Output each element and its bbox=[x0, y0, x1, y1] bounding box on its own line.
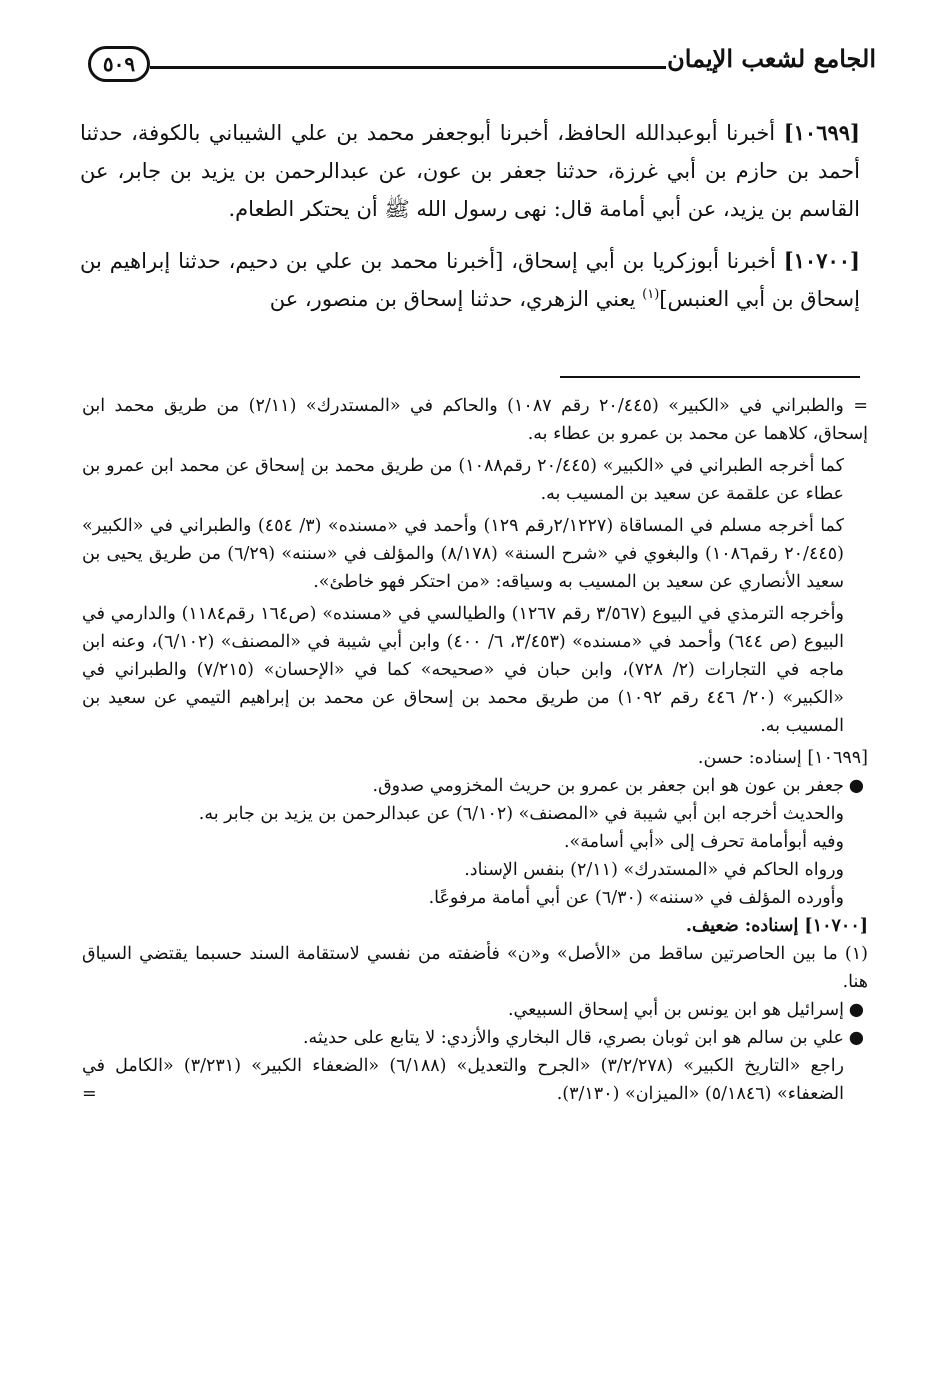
hadith-10700 bbox=[80, 242, 860, 318]
hadith-number: [١٠٧٠٠] bbox=[783, 248, 860, 273]
note-10699-line: وفيه أبوأمامة تحرف إلى «أبي أسامة». bbox=[563, 832, 844, 852]
continuation-mark: = bbox=[82, 1084, 97, 1104]
page-header bbox=[88, 40, 876, 98]
refs-text: راجع «التاريخ الكبير» (٣/٢/٢٧٨) «الجرح والتعديل» (٦/١٨٨) «الضعفاء الكبير» (٣/٢٣١) «الكامل في الضعفاء» (٥/١٨٤٦) «الميزان» (٣/١٣٠). bbox=[82, 1056, 845, 1104]
note-10699-label: [١٠٦٩٩] إسناده: حسن. bbox=[697, 748, 868, 768]
note-10699-line: ورواه الحاكم في «المستدرك» (٢/١١) بنفس الإسناد. bbox=[464, 860, 844, 880]
running-title: الجامع لشعب الإيمان bbox=[667, 44, 876, 73]
bullet-text: جعفر بن عون هو ابن جعفر بن عمرو بن حريث المخزومي صدوق. bbox=[372, 776, 844, 796]
hadith-text: أخبرنا أبوعبدالله الحافظ، أخبرنا أبوجعفر محمد بن علي الشيباني بالكوفة، حدثنا أحمد بن حازم بن أبي غرزة، حدثنا جعفر بن عون، عن عبدالرحمن بن يزيد بن جابر، عن القاسم بن يزيد، عن أبي أمامة قال: نهى رسول الله ﷺ أن يحتكر الطعام. bbox=[80, 121, 860, 221]
footnotes bbox=[82, 392, 868, 1108]
footnote-continuation-line: كما أخرجه مسلم في المساقاة (٢/١٢٢٧رقم ١٢٩) وأحمد في «مسنده» (٣/ ٤٥٤) والطبراني في «الكبير» (٢٠/٤٤٥ رقم١٠٨٦) والبغوي في «شرح السنة» (٨/١٧٨) والمؤلف في «سننه» (٦/٢٩) من طريق يحيى بن سعيد الأنصاري عن سعيد بن المسيب به وسياقه: «من احتكر فهو خاطئ». bbox=[82, 516, 844, 592]
footnote-1: (١) ما بين الحاصرتين ساقط من «الأصل» و«ن» فأضفته من نفسي لاستقامة السند حسبما يقتضي السياق هنا. bbox=[82, 944, 868, 992]
note-10699-line: والحديث أخرجه ابن أبي شيبة في «المصنف» (٦/١٠٢) عن عبدالرحمن بن يزيد بن جابر به. bbox=[198, 804, 844, 824]
footnote-1-refs bbox=[82, 1052, 868, 1108]
note-10699-bullet bbox=[82, 772, 868, 800]
footnote-1-bullet bbox=[82, 996, 868, 1024]
bullet-icon: ● bbox=[848, 1028, 864, 1048]
bullet-icon: ● bbox=[848, 1000, 864, 1020]
note-10699-line: وأورده المؤلف في «سننه» (٦/٣٠) عن أبي أمامة مرفوعًا. bbox=[428, 888, 844, 908]
page-number: ٥٠٩ bbox=[88, 46, 150, 82]
bullet-text: إسرائيل هو ابن يونس بن أبي إسحاق السبيعي. bbox=[507, 1000, 844, 1020]
hadith-number: [١٠٦٩٩] bbox=[783, 120, 860, 145]
footnote-continuation-line: وأخرجه الترمذي في البيوع (٣/٥٦٧ رقم ١٢٦٧) والطيالسي في «مسنده» (ص١٦٤ رقم١١٨٤) والدارمي في البيوع (ص ٦٤٤) وأحمد في «مسنده» (٣/٤٥٣، ٦/ ٤٠٠) وابن أبي شيبة في «المصنف» (٦/١٠٢)، وعنه ابن ماجه في التجارات (٢/ ٧٢٨)، وابن حبان في «صحيحه» كما في «الإحسان» (٧/٢١٥) والطبراني في «الكبير» (٢٠/ ٤٤٦ رقم ١٠٩٢) من طريق محمد بن إسحاق عن محمد بن إبراهيم التيمي عن سعيد بن المسيب به. bbox=[82, 604, 844, 736]
footnote-1-bullet bbox=[82, 1024, 868, 1052]
hadith-text: أخبرنا أبوزكريا بن أبي إسحاق، [أخبرنا محمد بن علي بن دحيم، حدثنا إبراهيم بن إسحاق بن أبي العنبس] bbox=[80, 249, 860, 311]
main-text bbox=[80, 114, 860, 332]
bullet-text: علي بن سالم هو ابن ثوبان بصري، قال البخاري والأزدي: لا يتابع على حديثه. bbox=[302, 1028, 844, 1048]
footnote-continuation-line: كما أخرجه الطبراني في «الكبير» (٢٠/٤٤٥ رقم١٠٨٨) من طريق محمد بن إسحاق عن محمد ابن عمرو بن عطاء عن علقمة عن سعيد بن المسيب به. bbox=[82, 456, 844, 504]
hadith-10699 bbox=[80, 114, 860, 228]
bullet-icon: ● bbox=[848, 776, 864, 796]
note-10700-label: [١٠٧٠٠] إسناده: ضعيف. bbox=[685, 916, 868, 936]
footnote-separator bbox=[560, 376, 860, 378]
footnote-ref: (١) bbox=[642, 287, 660, 302]
hadith-text-continued: يعني الزهري، حدثنا إسحاق بن منصور، عن bbox=[269, 287, 643, 311]
footnote-continuation-line: = والطبراني في «الكبير» (٢٠/٤٤٥ رقم ١٠٨٧) والحاكم في «المستدرك» (٢/١١) من طريق محمد ابن إسحاق، كلاهما عن محمد بن عمرو بن عطاء به. bbox=[82, 396, 868, 444]
header-rule bbox=[150, 66, 666, 69]
